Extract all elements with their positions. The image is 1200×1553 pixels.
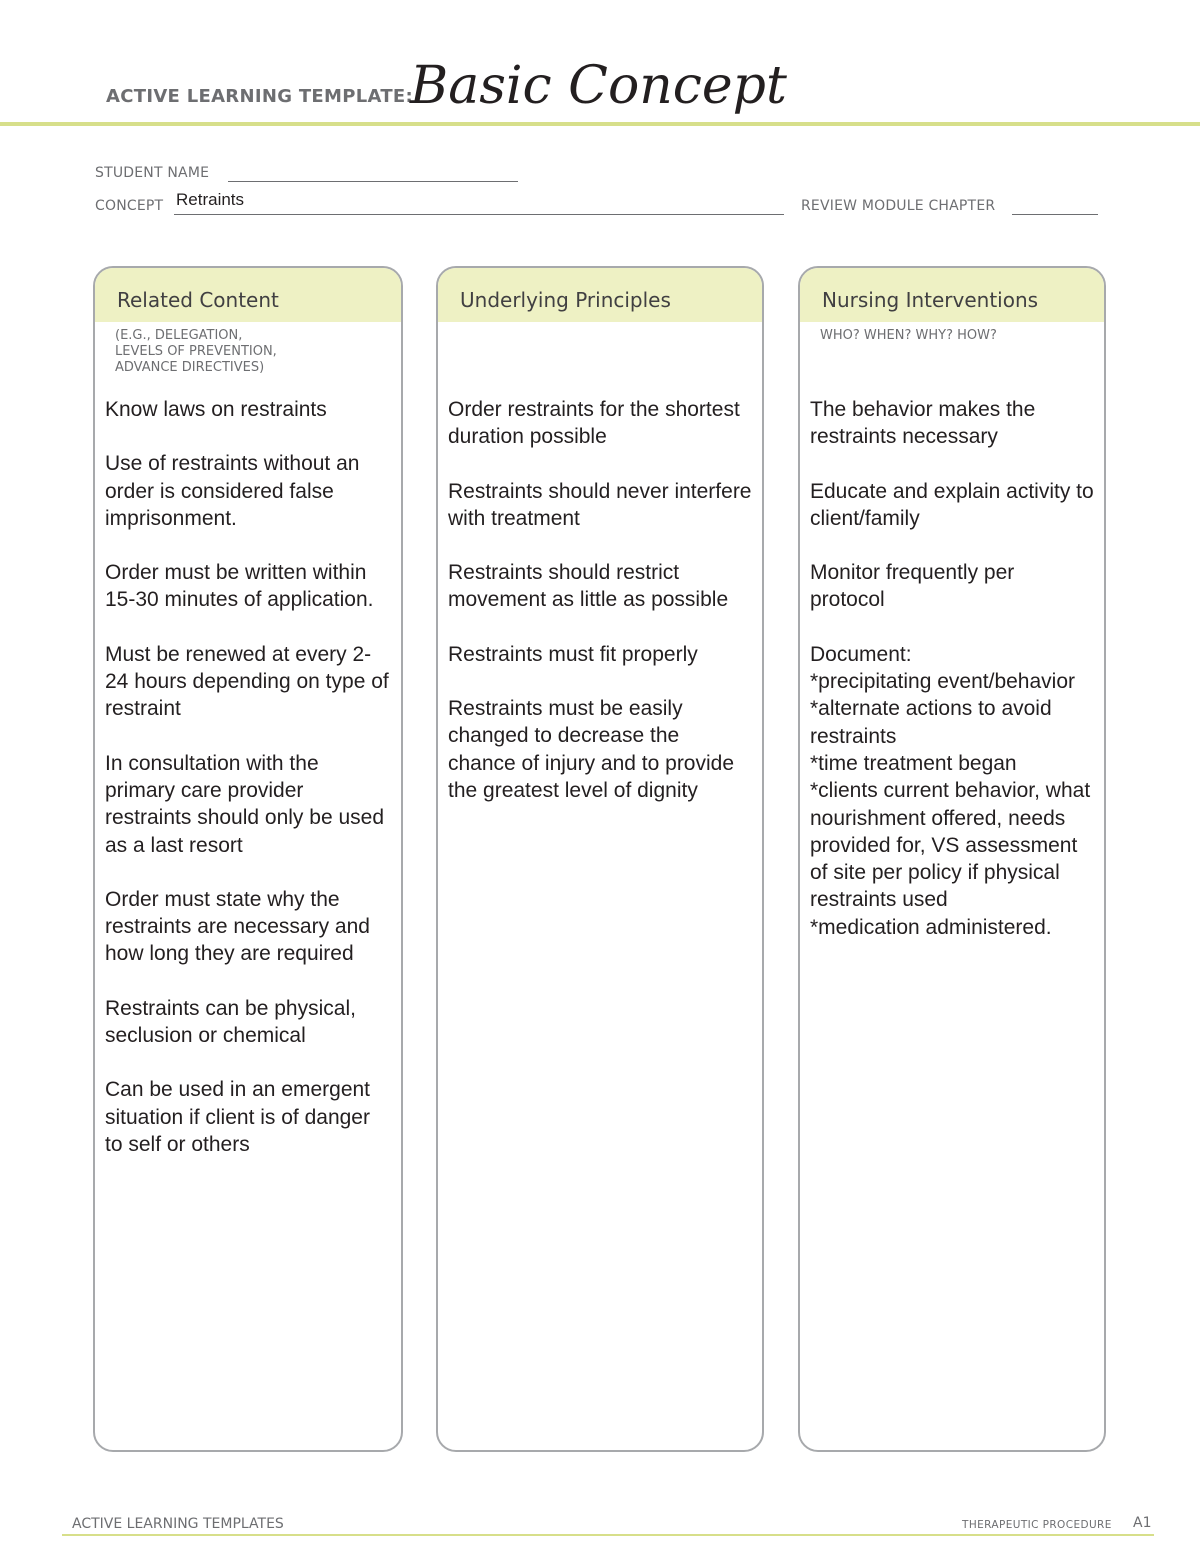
related-content-item: Can be used in an emergent situation if client is of danger to self or others bbox=[105, 1078, 371, 1156]
template-label: ACTIVE LEARNING TEMPLATE: bbox=[106, 86, 413, 107]
nursing-interventions-panel bbox=[798, 266, 1106, 1452]
related-content-item: Order must be written within 15-30 minutes of application. bbox=[105, 561, 374, 612]
nursing-interventions-subtitle: WHO? WHEN? WHY? HOW? bbox=[820, 328, 997, 343]
concept-value: Retraints bbox=[176, 190, 245, 209]
related-content-title: Related Content bbox=[95, 268, 401, 322]
underlying-principles-item: Restraints should restrict movement as little as possible bbox=[448, 561, 729, 612]
concept-field[interactable] bbox=[174, 214, 784, 215]
nursing-interventions-item: The behavior makes the restraints necessary bbox=[810, 398, 1036, 449]
header-divider bbox=[0, 122, 1200, 126]
template-title: Basic Concept bbox=[410, 56, 787, 116]
review-module-field[interactable] bbox=[1012, 214, 1098, 215]
underlying-principles-panel bbox=[436, 266, 764, 1452]
underlying-principles-title: Underlying Principles bbox=[438, 268, 762, 322]
underlying-principles-item: Restraints must be easily changed to decrease the chance of injury and to provide the greatest level of dignity bbox=[448, 697, 735, 802]
related-content-panel bbox=[93, 266, 403, 1452]
footer-series-label: ACTIVE LEARNING TEMPLATES bbox=[72, 1516, 284, 1532]
nursing-interventions-item: Educate and explain activity to client/family bbox=[810, 479, 1094, 530]
related-content-item: Order must state why the restraints are necessary and how long they are required bbox=[105, 887, 370, 966]
related-content-item: In consultation with the primary care provider restraints should only be used as a last resort bbox=[105, 751, 384, 857]
nursing-interventions-item: Document: *precipitating event/behavior *alternate actions to avoid restraints *time treatment began *clients current behavior, what nourishment offered, needs provided for, VS assessment of site per policy if physical restraints used *medication administered. bbox=[810, 642, 1091, 939]
student-name-label: STUDENT NAME bbox=[95, 165, 210, 181]
nursing-interventions-body[interactable] bbox=[810, 396, 1094, 968]
related-content-item: Know laws on restraints bbox=[105, 398, 327, 421]
related-content-item: Must be renewed at every 2- 24 hours depending on type of restraint bbox=[105, 642, 389, 721]
related-content-item: Use of restraints without an order is considered false imprisonment. bbox=[105, 452, 360, 530]
underlying-principles-item: Order restraints for the shortest duration possible bbox=[448, 398, 740, 449]
underlying-principles-item: Restraints should never interfere with treatment bbox=[448, 479, 752, 530]
related-content-item: Restraints can be physical, seclusion or chemical bbox=[105, 996, 356, 1048]
related-content-body[interactable] bbox=[105, 396, 391, 1185]
nursing-interventions-title: Nursing Interventions bbox=[800, 268, 1104, 322]
related-content-subtitle: (E.G., DELEGATION, LEVELS OF PREVENTION, ADVANCE DIRECTIVES) bbox=[115, 328, 277, 375]
footer-divider bbox=[62, 1534, 1154, 1536]
footer-category-label: THERAPEUTIC PROCEDURE bbox=[962, 1519, 1112, 1531]
student-name-field[interactable] bbox=[228, 181, 518, 182]
underlying-principles-body[interactable] bbox=[448, 396, 752, 831]
nursing-interventions-item: Monitor frequently per protocol bbox=[810, 561, 1015, 612]
concept-label: CONCEPT bbox=[95, 198, 164, 214]
footer-page-code: A1 bbox=[1133, 1515, 1152, 1531]
underlying-principles-item: Restraints must fit properly bbox=[448, 642, 698, 666]
review-module-label: REVIEW MODULE CHAPTER bbox=[801, 198, 996, 214]
